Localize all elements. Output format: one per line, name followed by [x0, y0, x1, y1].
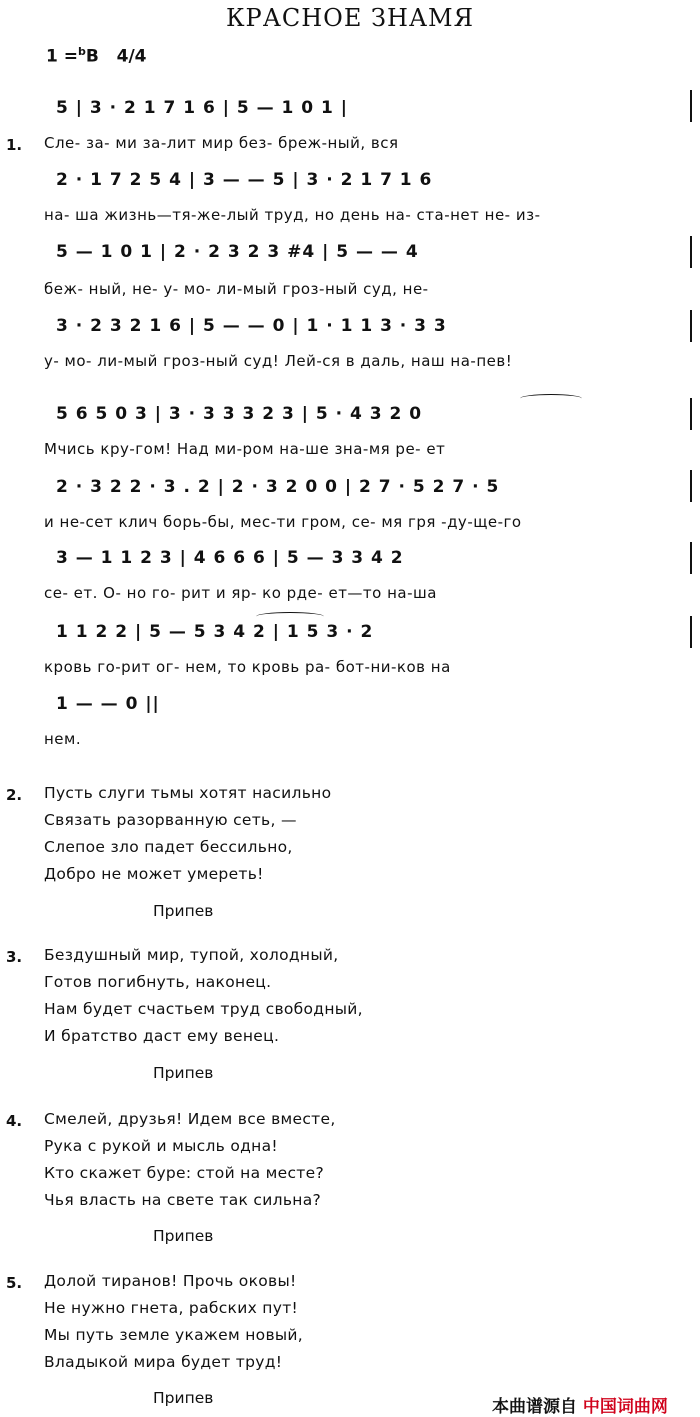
- key-eq: =: [63, 46, 79, 67]
- chorus-label: Припев: [153, 1227, 214, 1245]
- lyric-row: Сле- за- ми за-лит мир без- бреж-ный, вся: [44, 134, 399, 152]
- verse-number: 4.: [6, 1112, 23, 1130]
- chorus-label: Припев: [153, 1389, 214, 1407]
- notation-row: 3 · 2 3 2 1 6 | 5 — — 0 | 1 · 1 1 3 · 3 3: [56, 316, 447, 336]
- verse-line: Кто скажет буре: стой на месте?: [44, 1164, 324, 1182]
- verse-line: Слепое зло падет бессильно,: [44, 838, 293, 856]
- barline: [690, 616, 692, 648]
- notation-row: 2 · 3 2 2 · 3 . 2 | 2 · 3 2 0 0 | 2 7 · 5 2 7 · 5: [56, 477, 500, 497]
- verse-line: Рука с рукой и мысль одна!: [44, 1137, 278, 1155]
- verse-line: Бездушный мир, тупой, холодный,: [44, 946, 339, 964]
- verse-line: Долой тиранов! Прочь оковы!: [44, 1272, 297, 1290]
- barline: [690, 236, 692, 268]
- key-signature: [46, 45, 147, 67]
- verse-line: И братство даст ему венец.: [44, 1027, 280, 1045]
- verse-line: Готов погибнуть, наконец.: [44, 973, 272, 991]
- verse-line: Владыкой мира будет труд!: [44, 1353, 283, 1371]
- barline: [690, 542, 692, 574]
- verse-line: Смелей, друзья! Идем все вместе,: [44, 1110, 336, 1128]
- lyric-row: и не-сет клич борь-бы, мес-ти гром, се- мя гря -ду-ще-го: [44, 513, 522, 531]
- barline: [690, 90, 692, 122]
- notation-row: 5 — 1 0 1 | 2 · 2 3 2 3 #4 | 5 — — 4: [56, 242, 419, 262]
- source-footer: [492, 1392, 668, 1417]
- verse-number-1: 1.: [6, 136, 23, 154]
- verse-number: 2.: [6, 786, 23, 804]
- notation-row: 5 | 3 · 2 1 7 1 6 | 5 — 1 0 1 |: [56, 98, 348, 118]
- verse-line: Добро не может умереть!: [44, 865, 264, 883]
- lyric-row: нем.: [44, 730, 82, 748]
- lyric-row: се- ет. О- но го- рит и яр- ко рде- ет—то на-ша: [44, 584, 437, 602]
- lyric-row: на- ша жизнь—тя-же-лый труд, но день на- ста-нет не- из-: [44, 206, 541, 224]
- notation-row: 1 — — 0 ||: [56, 694, 160, 714]
- source-label: 本曲谱源自: [492, 1397, 577, 1417]
- notation-row: 2 · 1 7 2 5 4 | 3 — — 5 | 3 · 2 1 7 1 6: [56, 170, 433, 190]
- barline: [690, 398, 692, 430]
- song-title: КРАСНОЕ ЗНАМЯ: [225, 4, 475, 32]
- verse-line: Пусть слуги тьмы хотят насильно: [44, 784, 332, 802]
- barline: [690, 310, 692, 342]
- verse-line: Чья власть на свете так сильна?: [44, 1191, 322, 1209]
- chorus-label: Припев: [153, 1064, 214, 1082]
- verse-line: Нам будет счастьем труд свободный,: [44, 1000, 363, 1018]
- site-link[interactable]: 中国词曲网: [582, 1397, 668, 1417]
- slur: [256, 612, 324, 621]
- lyric-row: беж- ный, не- у- мо- ли-мый гроз-ный суд, не-: [44, 280, 429, 298]
- time-signature: 4/4: [116, 46, 147, 67]
- key-one: 1: [46, 46, 58, 67]
- slur: [520, 394, 582, 403]
- notation-row: 5 6 5 0 3 | 3 · 3 3 3 2 3 | 5 · 4 3 2 0: [56, 404, 423, 424]
- verse-number: 5.: [6, 1274, 23, 1292]
- key-note: B: [85, 46, 99, 67]
- verse-line: Мы путь земле укажем новый,: [44, 1326, 304, 1344]
- flat-sign: b: [78, 45, 86, 58]
- chorus-label: Припев: [153, 902, 214, 920]
- lyric-row: кровь го-рит ог- нем, то кровь ра- бот-ни-ков на: [44, 658, 451, 676]
- lyric-row: Мчись кру-гом! Над ми-ром на-ше зна-мя ре- ет: [44, 440, 446, 458]
- notation-row: 1 1 2 2 | 5 — 5 3 4 2 | 1 5 3 · 2: [56, 622, 374, 642]
- verse-line: Не нужно гнета, рабских пут!: [44, 1299, 299, 1317]
- notation-row: 3 — 1 1 2 3 | 4 6 6 6 | 5 — 3 3 4 2: [56, 548, 404, 568]
- barline: [690, 470, 692, 502]
- lyric-row: у- мо- ли-мый гроз-ный суд! Лей-ся в даль, наш на-пев!: [44, 352, 513, 370]
- verse-line: Связать разорванную сеть, —: [44, 811, 297, 829]
- verse-number: 3.: [6, 948, 23, 966]
